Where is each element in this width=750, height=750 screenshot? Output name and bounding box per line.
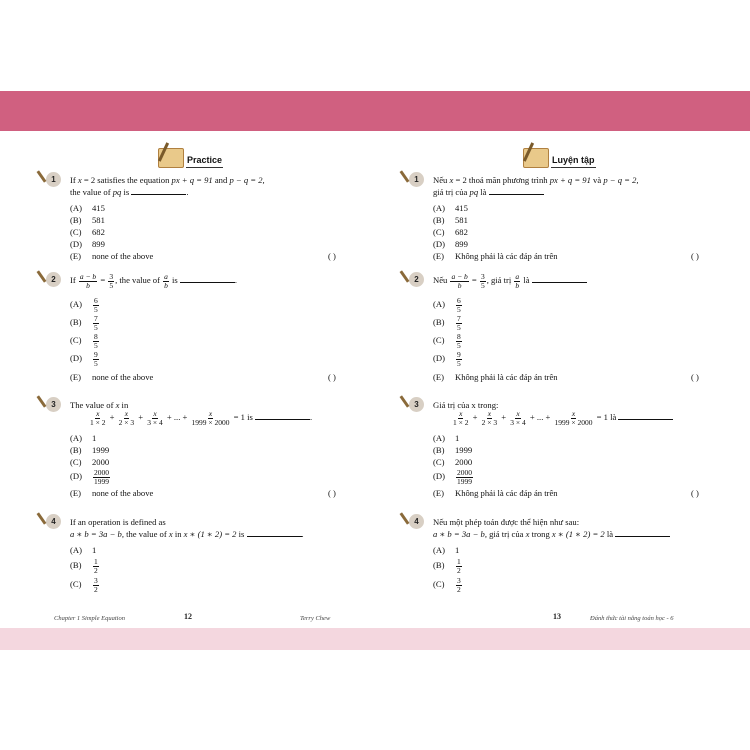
option-a: (A) 1 [433,545,460,555]
series-equation: $\frac{x}{1 \times 2}$ + $\frac{x}{2 \times 3}$ + $\frac{x}{3 \times 4}$ + ... + $\frac{x}{1999 \times 2000}$ = 1 is . [90,409,313,427]
option-c: (C) $\frac{8}{5}$ [70,332,98,350]
option-d: (D) $\frac{2000}{1999}$ [70,468,109,486]
question-stem: Giá trị của x trong: [433,400,499,410]
option-b: (B) $\frac{1}{2}$ [70,557,98,575]
option-e: (E) Không phải là các đáp án trên [433,488,558,498]
option-a: (A) 1 [433,433,460,443]
practice-title: Practice [186,155,223,168]
practice-heading [156,140,223,168]
question-number-icon: 1 [403,170,425,190]
bottom-pink-band [0,628,750,650]
question-number-icon: 4 [40,512,62,532]
option-a: (A) $\frac{6}{5}$ [70,296,98,314]
question-stem-line-2: giá trị của pq là [433,186,544,198]
answer-bracket: ( ) [328,372,336,382]
option-a: (A) 415 [433,203,468,213]
option-e: (E) none of the above [70,372,154,382]
answer-bracket: ( ) [691,251,699,261]
answer-bracket: ( ) [691,372,699,382]
quill-scroll-icon [521,142,549,168]
question-stem: Nếu x = 2 thoả mãn phương trình px + q = 91 và p − q = 2, [433,175,639,185]
quill-scroll-icon [156,142,184,168]
question-stem-line-2: a ∗ b = 3a − b, giá trị của x trong x ∗ (1 ∗ 2) = 2 là [433,528,670,540]
option-b: (B) $\frac{7}{5}$ [433,314,461,332]
option-a: (A) 1 [70,545,97,555]
question-stem: The value of x in [70,400,129,410]
option-b: (B) $\frac{7}{5}$ [70,314,98,332]
question-stem-line-2: a ∗ b = 3a − b, the value of x in x ∗ (1 ∗ 2) = 2 is . [70,529,304,539]
question-stem-line-2: the value of pq is . [70,187,189,197]
question-number-icon: 2 [403,270,425,290]
left-page-number: 12 [184,612,192,621]
left-page [48,140,348,610]
question-stem: If x = 2 satisfies the equation px + q = 91 and p − q = 2, [70,175,265,185]
series-equation: $\frac{x}{1 \times 2}$ + $\frac{x}{2 \times 3}$ + $\frac{x}{3 \times 4}$ + ... + $\frac{x}{1999 \times 2000}$ = 1 là [451,410,673,426]
option-c: (C) $\frac{3}{2}$ [433,576,461,594]
right-page [411,140,711,610]
option-b: (B) 1999 [433,445,473,455]
answer-bracket: ( ) [691,488,699,498]
option-a: (A) 415 [70,203,105,213]
answer-bracket: ( ) [328,488,336,498]
option-a: (A) 1 [70,433,97,443]
top-pink-band [0,91,750,131]
option-b: (B) 581 [433,215,468,225]
option-d: (D) 899 [70,239,105,249]
option-e: (E) none of the above [70,488,154,498]
option-c: (C) $\frac{3}{2}$ [70,576,98,594]
option-c: (C) $\frac{8}{5}$ [433,332,461,350]
option-d: (D) $\frac{9}{5}$ [433,350,461,368]
answer-bracket: ( ) [328,251,336,261]
option-b: (B) 1999 [70,445,110,455]
question-stem: Nếu $\frac{a - b}{b}$ = $\frac{3}{5}$ , giá trị $\frac{a}{b}$ là [433,273,587,289]
option-e: (E) Không phải là các đáp án trên [433,372,558,382]
question-number-icon: 1 [40,170,62,190]
option-c: (C) 2000 [70,457,110,467]
question-stem: If an operation is defined as [70,517,166,527]
question-number-icon: 2 [40,270,62,290]
option-a: (A) $\frac{6}{5}$ [433,296,461,314]
practice-heading [521,140,596,168]
option-d: (D) $\frac{2000}{1999}$ [433,468,472,486]
practice-title: Luyện tập [551,155,596,168]
option-e: (E) none of the above [70,251,154,261]
question-stem: If $\frac{a - b}{b}$ = $\frac{3}{5}$ , the value of $\frac{a}{b}$ is . [70,272,238,290]
right-footer-title: Đánh thức tài năng toán học - 6 [590,615,674,622]
option-c: (C) 682 [70,227,105,237]
option-d: (D) 899 [433,239,468,249]
option-b: (B) 581 [70,215,105,225]
question-number-icon: 4 [403,512,425,532]
option-e: (E) Không phải là các đáp án trên [433,251,558,261]
option-b: (B) $\frac{1}{2}$ [433,557,461,575]
option-d: (D) $\frac{9}{5}$ [70,350,98,368]
question-stem: Nếu một phép toán được thể hiện như sau: [433,517,580,527]
option-c: (C) 682 [433,227,468,237]
left-footer-author: Terry Chew [300,615,331,622]
question-number-icon: 3 [40,395,62,415]
question-number-icon: 3 [403,395,425,415]
option-c: (C) 2000 [433,457,473,467]
right-page-number: 13 [553,612,561,621]
left-footer-chapter: Chapter 1 Simple Equation [54,615,125,622]
